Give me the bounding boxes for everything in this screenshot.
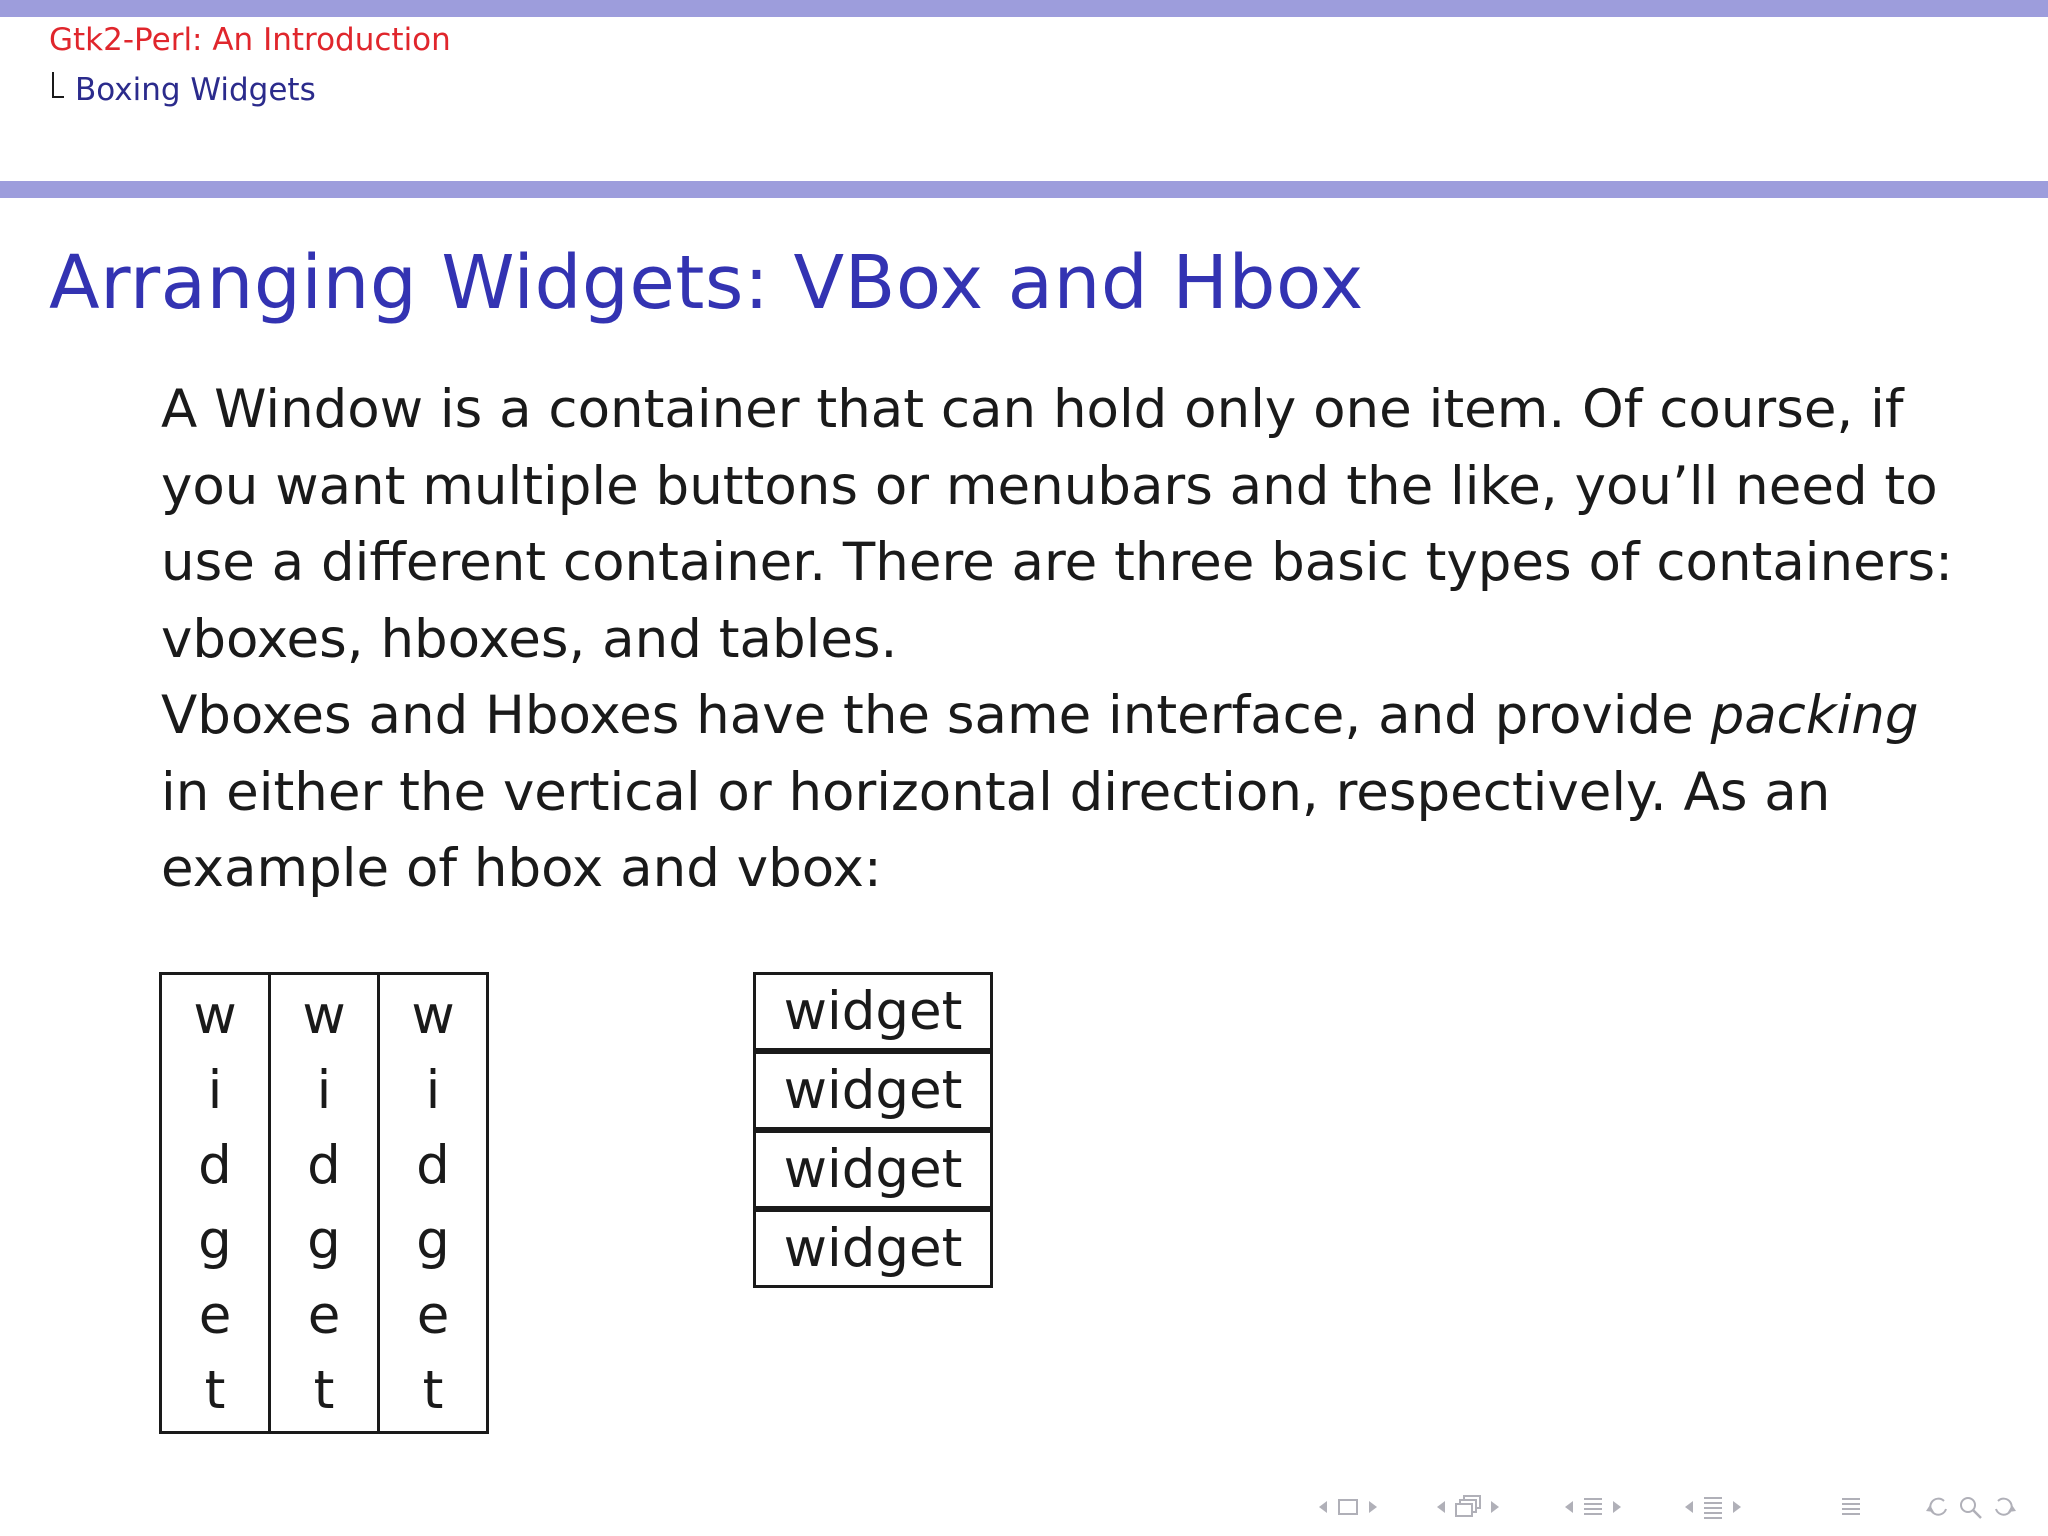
hbox-letter: d [307, 1135, 341, 1196]
hbox-letter: w [193, 985, 237, 1046]
nav-frame-icon[interactable] [1450, 1493, 1486, 1521]
nav-prev-slide-icon[interactable] [1314, 1495, 1332, 1519]
hbox-letter: i [316, 1060, 332, 1121]
hbox-letter: w [411, 985, 455, 1046]
hbox-widget-column [162, 975, 268, 1431]
nav-section-icon[interactable] [1698, 1493, 1728, 1521]
hbox-widget-column [268, 975, 377, 1431]
section-breadcrumb [52, 70, 316, 110]
text-line: use a different container. There are three basic types of containers: [161, 532, 1953, 593]
nav-next-section-icon[interactable] [1728, 1495, 1746, 1519]
frame-title: Arranging Widgets: VBox and Hbox [49, 240, 1364, 326]
nav-slide-icon[interactable] [1332, 1495, 1364, 1519]
nav-prev-frame-icon[interactable] [1432, 1495, 1450, 1519]
top-header-bar [0, 0, 2048, 17]
paragraph-containers [161, 372, 1953, 678]
nav-forward-icon[interactable] [1986, 1493, 2020, 1521]
text-line [161, 678, 1919, 755]
hbox-letter: e [307, 1285, 341, 1346]
body-text [161, 372, 1953, 908]
nav-section-group [1680, 1490, 1746, 1524]
emphasis-packing: packing [1710, 685, 1919, 746]
nav-prev-subsection-icon[interactable] [1560, 1495, 1578, 1519]
nav-toc-group [1836, 1490, 1866, 1524]
text-line: A Window is a container that can hold only one item. Of course, if [161, 379, 1904, 440]
nav-toc-icon[interactable] [1836, 1493, 1866, 1521]
nav-slide-group [1314, 1490, 1382, 1524]
hbox-letter: d [198, 1135, 232, 1196]
hbox-diagram [159, 972, 489, 1434]
header-divider-bar [0, 181, 2048, 198]
tree-corner-icon [52, 72, 64, 98]
nav-back-icon[interactable] [1922, 1493, 1956, 1521]
nav-prev-section-icon[interactable] [1680, 1495, 1698, 1519]
hbox-letter: g [198, 1210, 232, 1271]
hbox-letter: g [307, 1210, 341, 1271]
vbox-widget-row: widget [753, 1051, 993, 1130]
text-segment: Vboxes and Hboxes have the same interface, and provide [161, 685, 1711, 746]
presentation-title[interactable]: Gtk2-Perl: An Introduction [49, 22, 451, 58]
vbox-widget-row: widget [753, 1209, 993, 1288]
hbox-letter: w [302, 985, 346, 1046]
nav-subsection-group [1560, 1490, 1626, 1524]
nav-search-icon[interactable] [1956, 1493, 1986, 1521]
text-line: example of hbox and vbox: [161, 838, 882, 899]
hbox-widget-column [377, 975, 486, 1431]
hbox-letter: d [416, 1135, 450, 1196]
hbox-letter: e [198, 1285, 232, 1346]
paragraph-packing [161, 678, 1919, 908]
hbox-letter: t [313, 1360, 335, 1421]
hbox-letter: t [422, 1360, 444, 1421]
hbox-letter: i [425, 1060, 441, 1121]
vbox-widget-row: widget [753, 972, 993, 1051]
nav-frame-group [1432, 1490, 1504, 1524]
text-line: you want multiple buttons or menubars and the like, you’ll need to [161, 455, 1938, 517]
vbox-diagram [753, 972, 993, 1288]
nav-search-group [1922, 1490, 2020, 1524]
nav-next-frame-icon[interactable] [1486, 1495, 1504, 1519]
nav-next-subsection-icon[interactable] [1608, 1495, 1626, 1519]
hbox-letter: t [204, 1360, 226, 1421]
hbox-letter: e [416, 1285, 450, 1346]
hbox-letter: g [416, 1210, 450, 1271]
vbox-widget-row: widget [753, 1130, 993, 1209]
text-line: in either the vertical or horizontal direction, respectively. As an [161, 761, 1831, 823]
section-title[interactable]: Boxing Widgets [75, 72, 316, 108]
nav-next-slide-icon[interactable] [1364, 1495, 1382, 1519]
text-line: vboxes, hboxes, and tables. [161, 608, 898, 670]
hbox-letter: i [207, 1060, 223, 1121]
nav-subsection-icon[interactable] [1578, 1493, 1608, 1521]
